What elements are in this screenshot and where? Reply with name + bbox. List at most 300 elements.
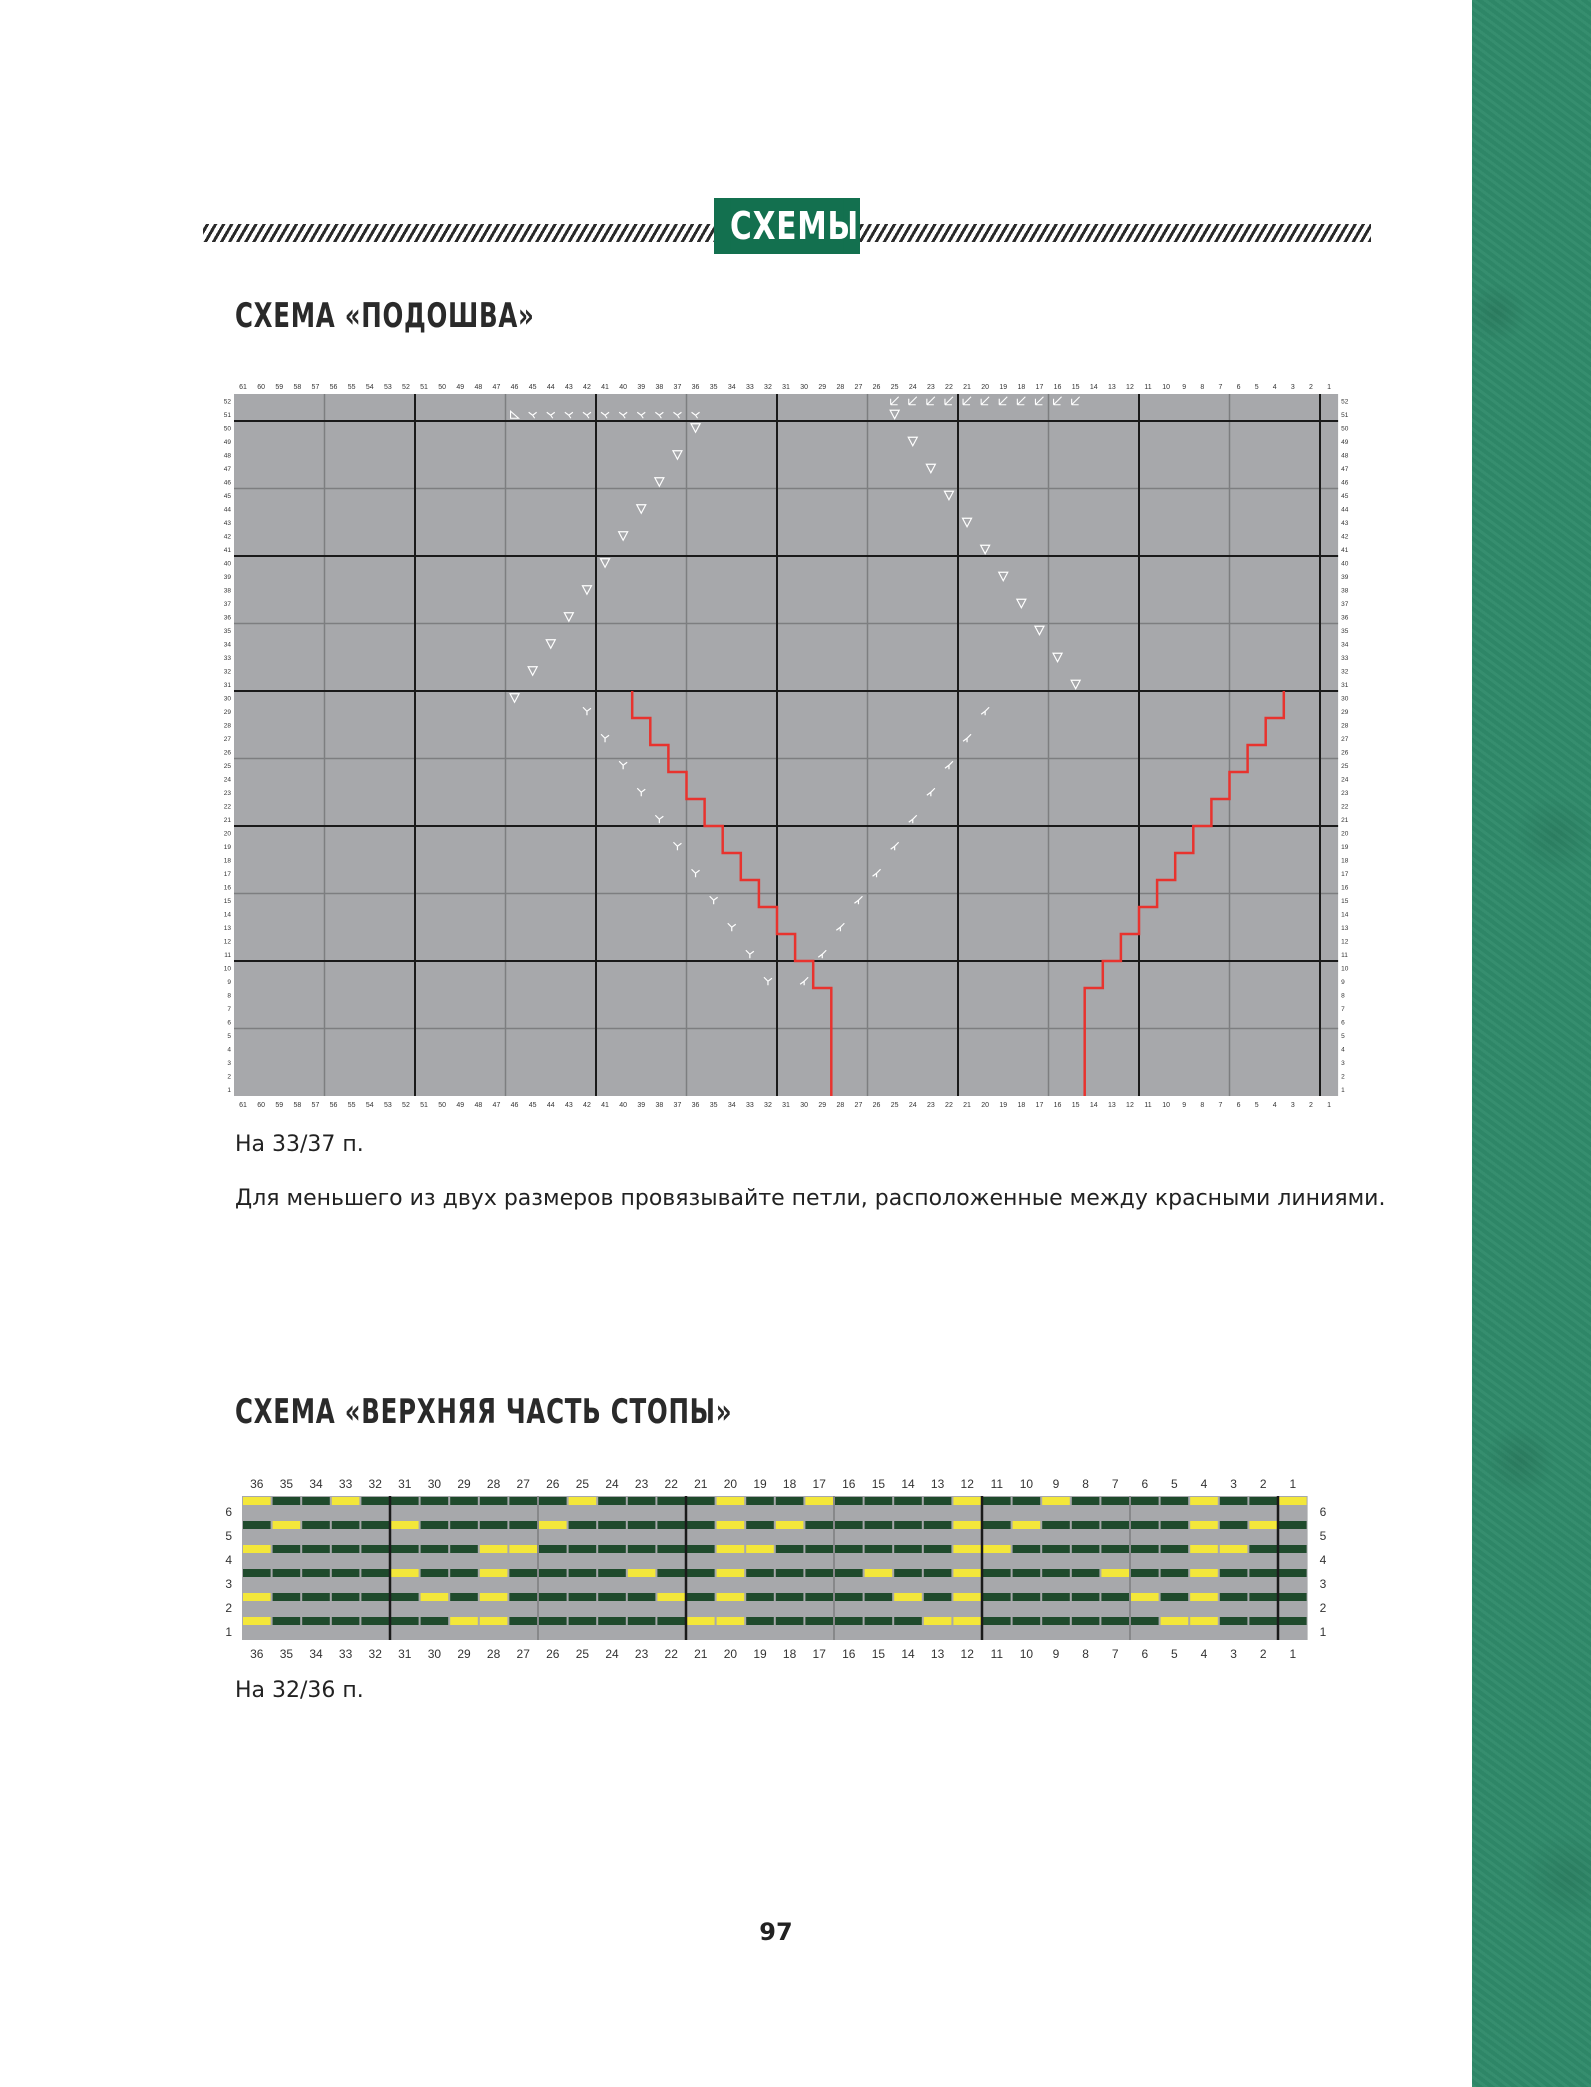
top-col-label-top: 22 — [664, 1477, 678, 1491]
sole-col-label-top: 34 — [727, 384, 736, 391]
sole-row-label-left: 37 — [223, 600, 231, 608]
top-col-label-bottom: 12 — [960, 1647, 974, 1661]
top-col-label-bottom: 25 — [575, 1647, 590, 1661]
sole-col-label-bottom: 7 — [1218, 1102, 1223, 1109]
sole-col-label-top: 48 — [474, 384, 483, 391]
sole-row-label-left: 42 — [223, 533, 231, 541]
sole-row-label-left: 27 — [223, 735, 231, 743]
top-green-stitch — [1161, 1569, 1189, 1577]
sole-row-label-right: 10 — [1341, 965, 1349, 973]
top-green-stitch — [421, 1497, 449, 1505]
top-green-stitch — [894, 1545, 922, 1553]
sole-row-label-right: 2 — [1341, 1073, 1345, 1081]
top-col-label-bottom: 6 — [1141, 1647, 1149, 1661]
top-green-stitch — [569, 1569, 597, 1577]
sole-col-label-bottom: 20 — [981, 1102, 990, 1109]
top-green-stitch — [273, 1593, 301, 1601]
sole-col-label-bottom: 23 — [926, 1102, 935, 1109]
header-title: СХЕМЫ — [730, 198, 844, 254]
sole-col-label-bottom: 58 — [293, 1102, 302, 1109]
top-green-stitch — [1101, 1545, 1129, 1553]
top-row-label-right: 1 — [1319, 1625, 1327, 1639]
sole-col-label-top: 33 — [745, 384, 754, 391]
top-col-label-top: 19 — [753, 1477, 767, 1491]
sole-row-label-left: 17 — [223, 870, 231, 878]
sole-col-label-top: 37 — [673, 384, 682, 391]
sole-col-label-top: 29 — [818, 384, 827, 391]
top-green-stitch — [1013, 1617, 1041, 1625]
top-green-stitch — [687, 1521, 715, 1529]
top-yellow-stitch — [480, 1569, 508, 1577]
sole-row-label-right: 48 — [1341, 452, 1349, 460]
sole-col-label-bottom: 57 — [311, 1102, 320, 1109]
top-yellow-stitch — [273, 1521, 301, 1529]
top-yellow-stitch — [450, 1617, 478, 1625]
sole-col-label-bottom: 53 — [383, 1102, 392, 1109]
sole-col-label-top: 50 — [438, 384, 447, 391]
sole-row-label-left: 16 — [223, 884, 231, 892]
top-green-stitch — [1161, 1593, 1189, 1601]
top-green-stitch — [894, 1617, 922, 1625]
top-green-stitch — [776, 1497, 804, 1505]
top-col-label-bottom: 27 — [516, 1647, 530, 1661]
sole-row-label-right: 23 — [1341, 789, 1349, 797]
sole-col-label-top: 16 — [1053, 384, 1062, 391]
sole-row-label-right: 44 — [1341, 506, 1349, 514]
top-green-stitch — [1249, 1617, 1277, 1625]
top-yellow-stitch — [628, 1569, 656, 1577]
top-green-stitch — [657, 1569, 685, 1577]
top-yellow-stitch — [953, 1569, 981, 1577]
top-green-stitch — [983, 1593, 1011, 1601]
top-col-label-top: 20 — [723, 1477, 738, 1491]
sole-col-label-top: 59 — [275, 384, 284, 391]
top-green-stitch — [391, 1545, 419, 1553]
top-green-stitch — [805, 1545, 833, 1553]
top-green-stitch — [657, 1521, 685, 1529]
sole-row-label-left: 34 — [223, 641, 231, 649]
top-green-stitch — [628, 1545, 656, 1553]
top-yellow-stitch — [1161, 1617, 1189, 1625]
top-col-label-top: 12 — [960, 1477, 974, 1491]
sole-row-label-left: 4 — [227, 1046, 231, 1054]
top-green-stitch — [243, 1569, 271, 1577]
sole-row-label-right: 38 — [1341, 587, 1349, 595]
sole-row-label-left: 47 — [223, 465, 231, 473]
top-green-stitch — [1131, 1497, 1159, 1505]
top-green-stitch — [924, 1497, 952, 1505]
sole-row-label-left: 8 — [227, 992, 231, 1000]
top-green-stitch — [1072, 1593, 1100, 1601]
top-green-stitch — [983, 1617, 1011, 1625]
top-col-label-bottom: 3 — [1230, 1647, 1237, 1661]
top-green-stitch — [509, 1497, 537, 1505]
top-yellow-stitch — [539, 1521, 567, 1529]
top-green-stitch — [243, 1521, 271, 1529]
sole-col-label-top: 17 — [1035, 384, 1044, 391]
sole-col-label-bottom: 25 — [890, 1102, 899, 1109]
top-green-stitch — [273, 1617, 301, 1625]
top-green-stitch — [894, 1497, 922, 1505]
sole-col-label-bottom: 50 — [438, 1102, 447, 1109]
top-green-stitch — [1161, 1545, 1189, 1553]
sole-col-label-bottom: 15 — [1071, 1102, 1080, 1109]
top-yellow-stitch — [746, 1545, 774, 1553]
top-col-label-top: 35 — [279, 1477, 294, 1491]
top-green-stitch — [1131, 1545, 1159, 1553]
top-col-label-bottom: 20 — [723, 1647, 738, 1661]
sole-row-label-right: 45 — [1341, 492, 1349, 500]
top-green-stitch — [924, 1593, 952, 1601]
sole-row-label-left: 49 — [223, 438, 231, 446]
top-green-stitch — [569, 1593, 597, 1601]
sole-row-label-left: 21 — [223, 816, 231, 824]
sole-col-label-top: 8 — [1200, 384, 1205, 391]
sole-row-label-right: 40 — [1341, 560, 1349, 568]
top-green-stitch — [391, 1617, 419, 1625]
top-green-stitch — [273, 1569, 301, 1577]
sole-col-label-bottom: 24 — [908, 1102, 917, 1109]
top-green-stitch — [450, 1569, 478, 1577]
sole-col-label-top: 2 — [1308, 384, 1313, 391]
top-yellow-stitch — [953, 1521, 981, 1529]
top-col-label-top: 8 — [1082, 1477, 1089, 1491]
top-green-stitch — [302, 1545, 330, 1553]
sole-row-label-left: 10 — [223, 965, 231, 973]
sole-row-label-left: 41 — [223, 546, 231, 554]
top-green-stitch — [1220, 1497, 1248, 1505]
top-green-stitch — [1279, 1569, 1307, 1577]
sole-row-label-right: 3 — [1341, 1059, 1345, 1067]
top-green-stitch — [628, 1497, 656, 1505]
sole-row-label-right: 33 — [1341, 654, 1349, 662]
sole-col-label-bottom: 38 — [655, 1102, 664, 1109]
top-col-label-top: 6 — [1141, 1477, 1149, 1491]
sole-col-label-bottom: 61 — [239, 1102, 247, 1109]
top-yellow-stitch — [687, 1617, 715, 1625]
sole-row-label-right: 11 — [1341, 951, 1348, 959]
top-yellow-stitch — [953, 1545, 981, 1553]
top-green-stitch — [450, 1593, 478, 1601]
sole-row-label-left: 22 — [223, 803, 231, 811]
sole-col-label-top: 43 — [564, 384, 573, 391]
sole-row-label-left: 2 — [227, 1073, 231, 1081]
sole-row-label-left: 32 — [223, 668, 231, 676]
top-row-label-right: 4 — [1319, 1553, 1327, 1567]
sole-col-label-top: 44 — [546, 384, 555, 391]
top-col-label-top: 9 — [1052, 1477, 1060, 1491]
sole-row-label-right: 19 — [1341, 843, 1349, 851]
sole-col-label-top: 51 — [420, 384, 428, 391]
sole-col-label-bottom: 10 — [1162, 1102, 1171, 1109]
top-yellow-stitch — [332, 1497, 360, 1505]
top-col-label-bottom: 1 — [1289, 1647, 1297, 1661]
sole-col-label-bottom: 30 — [800, 1102, 809, 1109]
top-green-stitch — [302, 1497, 330, 1505]
top-col-label-top: 15 — [871, 1477, 886, 1491]
sole-col-label-top: 58 — [293, 384, 302, 391]
top-yellow-stitch — [243, 1497, 271, 1505]
top-yellow-stitch — [1279, 1497, 1307, 1505]
sole-row-label-right: 16 — [1341, 884, 1349, 892]
sole-col-label-bottom: 54 — [365, 1102, 374, 1109]
sole-col-label-top: 45 — [528, 384, 537, 391]
top-green-stitch — [628, 1593, 656, 1601]
sole-row-label-right: 51 — [1341, 411, 1349, 419]
top-green-stitch — [332, 1545, 360, 1553]
top-green-stitch — [1279, 1593, 1307, 1601]
top-green-stitch — [776, 1545, 804, 1553]
top-yellow-stitch — [717, 1569, 745, 1577]
sole-row-label-left: 38 — [223, 587, 231, 595]
top-green-stitch — [1101, 1497, 1129, 1505]
top-green-stitch — [539, 1617, 567, 1625]
sole-row-label-left: 1 — [227, 1086, 231, 1094]
top-green-stitch — [1042, 1569, 1070, 1577]
top-green-stitch — [835, 1617, 863, 1625]
top-green-stitch — [598, 1545, 626, 1553]
sole-col-label-top: 35 — [709, 384, 718, 391]
top-col-label-bottom: 28 — [486, 1647, 501, 1661]
top-col-label-bottom: 22 — [664, 1647, 678, 1661]
top-green-stitch — [835, 1545, 863, 1553]
sole-row-label-right: 41 — [1341, 546, 1349, 554]
sole-row-label-left: 13 — [223, 924, 231, 932]
sole-row-label-left: 48 — [223, 452, 231, 460]
top-green-stitch — [361, 1569, 389, 1577]
top-col-label-bottom: 31 — [398, 1647, 412, 1661]
top-green-stitch — [598, 1593, 626, 1601]
top-green-stitch — [924, 1521, 952, 1529]
top-green-stitch — [1072, 1569, 1100, 1577]
sole-row-label-right: 1 — [1341, 1086, 1345, 1094]
top-green-stitch — [361, 1545, 389, 1553]
top-green-stitch — [776, 1593, 804, 1601]
sole-col-label-bottom: 37 — [673, 1102, 682, 1109]
sole-row-label-right: 29 — [1341, 708, 1349, 716]
sole-col-label-top: 11 — [1144, 384, 1152, 391]
sole-row-label-left: 30 — [223, 695, 231, 703]
top-col-label-top: 29 — [457, 1477, 471, 1491]
sole-grid-background — [234, 394, 1338, 1096]
top-col-label-bottom: 35 — [279, 1647, 294, 1661]
sole-row-label-right: 22 — [1341, 803, 1349, 811]
top-yellow-stitch — [953, 1497, 981, 1505]
sole-row-label-right: 46 — [1341, 479, 1349, 487]
sole-col-label-top: 39 — [637, 384, 646, 391]
top-green-stitch — [835, 1593, 863, 1601]
top-green-stitch — [687, 1497, 715, 1505]
sole-col-label-top: 3 — [1290, 384, 1295, 391]
top-col-label-bottom: 26 — [546, 1647, 560, 1661]
sole-row-label-left: 24 — [223, 776, 231, 784]
top-yellow-stitch — [983, 1545, 1011, 1553]
sole-row-label-left: 39 — [223, 573, 231, 581]
sole-row-label-right: 47 — [1341, 465, 1349, 473]
sole-col-label-top: 54 — [365, 384, 374, 391]
top-green-stitch — [480, 1497, 508, 1505]
sole-col-label-top: 21 — [963, 384, 971, 391]
sole-col-label-bottom: 6 — [1236, 1102, 1241, 1109]
top-col-label-top: 10 — [1019, 1477, 1034, 1491]
sole-col-label-bottom: 16 — [1053, 1102, 1062, 1109]
top-col-label-bottom: 21 — [694, 1647, 708, 1661]
top-green-stitch — [1101, 1617, 1129, 1625]
top-yellow-stitch — [1190, 1545, 1218, 1553]
sole-col-label-bottom: 9 — [1182, 1102, 1187, 1109]
sole-row-label-right: 12 — [1341, 938, 1349, 946]
sole-row-label-right: 28 — [1341, 722, 1349, 730]
top-col-label-top: 3 — [1230, 1477, 1237, 1491]
sole-col-label-bottom: 29 — [818, 1102, 827, 1109]
sole-col-label-bottom: 35 — [709, 1102, 718, 1109]
sole-row-label-left: 43 — [223, 519, 231, 527]
sole-col-label-top: 13 — [1107, 384, 1116, 391]
top-green-stitch — [391, 1593, 419, 1601]
top-col-label-top: 18 — [782, 1477, 797, 1491]
top-col-label-bottom: 8 — [1082, 1647, 1089, 1661]
top-green-stitch — [865, 1497, 893, 1505]
top-yellow-stitch — [1249, 1521, 1277, 1529]
top-green-stitch — [598, 1617, 626, 1625]
sole-col-label-top: 15 — [1071, 384, 1080, 391]
top-yellow-stitch — [421, 1593, 449, 1601]
top-green-stitch — [983, 1569, 1011, 1577]
top-green-stitch — [332, 1593, 360, 1601]
top-yellow-stitch — [717, 1593, 745, 1601]
top-green-stitch — [361, 1497, 389, 1505]
sole-col-label-top: 1 — [1327, 384, 1332, 391]
top-yellow-stitch — [1220, 1545, 1248, 1553]
top-green-stitch — [983, 1521, 1011, 1529]
sole-row-label-right: 35 — [1341, 627, 1349, 635]
top-yellow-stitch — [1190, 1569, 1218, 1577]
top-col-label-top: 34 — [309, 1477, 323, 1491]
top-green-stitch — [1161, 1521, 1189, 1529]
top-yellow-stitch — [953, 1617, 981, 1625]
sole-col-label-bottom: 48 — [474, 1102, 483, 1109]
top-green-stitch — [1042, 1593, 1070, 1601]
top-green-stitch — [421, 1617, 449, 1625]
sole-col-label-top: 6 — [1236, 384, 1241, 391]
top-green-stitch — [1072, 1617, 1100, 1625]
sole-row-label-right: 37 — [1341, 600, 1349, 608]
sole-col-label-bottom: 55 — [347, 1102, 356, 1109]
top-green-stitch — [1013, 1569, 1041, 1577]
sole-row-label-right: 14 — [1341, 911, 1349, 919]
top-yellow-stitch — [1131, 1593, 1159, 1601]
sole-col-label-top: 60 — [257, 384, 266, 391]
sole-col-label-bottom: 39 — [637, 1102, 646, 1109]
top-col-label-bottom: 13 — [930, 1647, 945, 1661]
sole-row-label-right: 34 — [1341, 641, 1349, 649]
sole-col-label-bottom: 43 — [564, 1102, 573, 1109]
top-green-stitch — [746, 1569, 774, 1577]
sole-col-label-top: 19 — [999, 384, 1008, 391]
top-yellow-stitch — [717, 1497, 745, 1505]
sole-row-label-left: 14 — [223, 911, 231, 919]
top-green-stitch — [509, 1593, 537, 1601]
sole-row-label-left: 52 — [223, 398, 231, 406]
top-green-stitch — [924, 1545, 952, 1553]
top-green-stitch — [1072, 1497, 1100, 1505]
top-yellow-stitch — [509, 1545, 537, 1553]
sole-row-label-right: 27 — [1341, 735, 1349, 743]
sole-col-label-bottom: 59 — [275, 1102, 284, 1109]
top-green-stitch — [1249, 1593, 1277, 1601]
sole-row-label-right: 7 — [1341, 1005, 1345, 1013]
top-col-label-top: 24 — [605, 1477, 619, 1491]
top-yellow-stitch — [1190, 1497, 1218, 1505]
top-col-label-bottom: 17 — [812, 1647, 826, 1661]
top-col-label-top: 21 — [694, 1477, 708, 1491]
top-col-label-top: 17 — [812, 1477, 826, 1491]
top-row-label-left: 2 — [225, 1601, 232, 1615]
sole-row-label-right: 39 — [1341, 573, 1349, 581]
top-green-stitch — [598, 1521, 626, 1529]
top-col-label-bottom: 15 — [871, 1647, 886, 1661]
top-green-stitch — [1013, 1593, 1041, 1601]
top-col-label-bottom: 5 — [1171, 1647, 1178, 1661]
sole-col-label-top: 55 — [347, 384, 356, 391]
sole-row-label-right: 20 — [1341, 830, 1349, 838]
top-col-label-bottom: 29 — [457, 1647, 471, 1661]
top-row-label-right: 5 — [1319, 1529, 1327, 1543]
sole-row-label-right: 36 — [1341, 614, 1349, 622]
top-yellow-stitch — [657, 1593, 685, 1601]
top-yellow-stitch — [865, 1569, 893, 1577]
top-green-stitch — [746, 1617, 774, 1625]
top-green-stitch — [332, 1521, 360, 1529]
top-yellow-stitch — [1190, 1617, 1218, 1625]
sole-row-label-left: 15 — [223, 897, 231, 905]
top-col-label-top: 1 — [1289, 1477, 1297, 1491]
top-green-stitch — [302, 1569, 330, 1577]
sole-col-label-top: 38 — [655, 384, 664, 391]
sole-row-label-right: 13 — [1341, 924, 1349, 932]
top-yellow-stitch — [243, 1593, 271, 1601]
top-green-stitch — [539, 1497, 567, 1505]
sole-col-label-bottom: 44 — [546, 1102, 555, 1109]
top-stitch-note: На 32/36 п. — [235, 1678, 364, 1703]
top-green-stitch — [1101, 1593, 1129, 1601]
top-green-stitch — [1072, 1545, 1100, 1553]
sole-row-label-right: 5 — [1341, 1032, 1345, 1040]
sole-row-label-left: 36 — [223, 614, 231, 622]
sole-col-label-top: 40 — [619, 384, 628, 391]
sole-row-label-right: 31 — [1341, 681, 1349, 689]
top-green-stitch — [657, 1545, 685, 1553]
top-green-stitch — [894, 1569, 922, 1577]
sole-col-label-bottom: 17 — [1035, 1102, 1044, 1109]
top-col-label-top: 7 — [1111, 1477, 1119, 1491]
top-yellow-stitch — [480, 1545, 508, 1553]
top-col-label-bottom: 16 — [842, 1647, 856, 1661]
sole-col-label-bottom: 8 — [1200, 1102, 1205, 1109]
sole-col-label-top: 46 — [510, 384, 519, 391]
sole-row-label-left: 45 — [223, 492, 231, 500]
top-col-label-top: 32 — [368, 1477, 382, 1491]
top-green-stitch — [746, 1497, 774, 1505]
sole-col-label-bottom: 32 — [764, 1102, 772, 1109]
top-green-stitch — [894, 1521, 922, 1529]
top-green-stitch — [835, 1497, 863, 1505]
top-col-label-bottom: 4 — [1200, 1647, 1208, 1661]
top-green-stitch — [509, 1521, 537, 1529]
top-green-stitch — [391, 1497, 419, 1505]
top-col-label-top: 28 — [486, 1477, 501, 1491]
sole-col-label-bottom: 1 — [1327, 1102, 1332, 1109]
